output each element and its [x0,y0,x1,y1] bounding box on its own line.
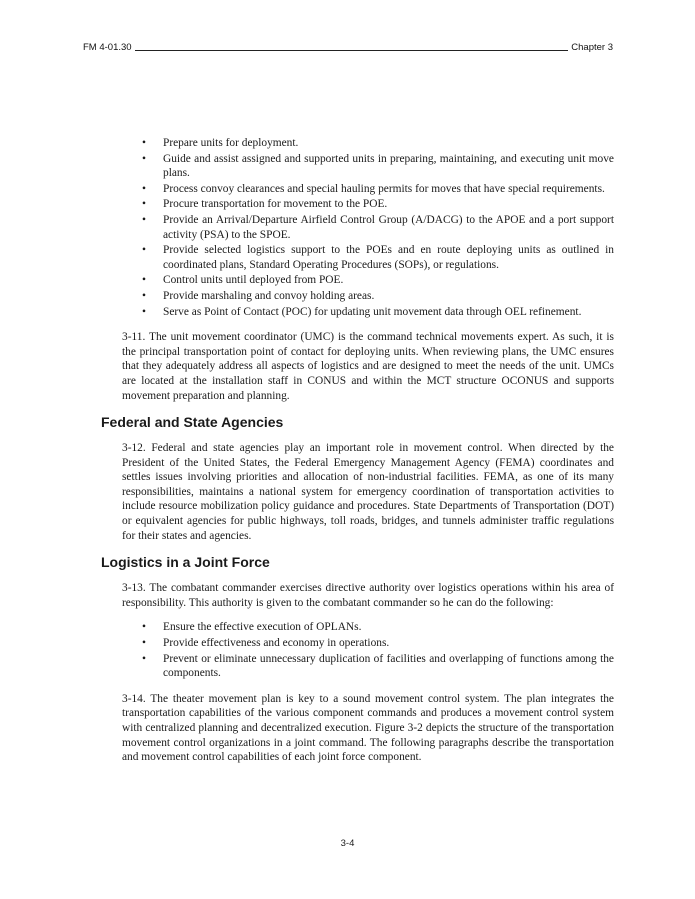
list-item-text: Provide marshaling and convoy holding areas. [163,289,375,302]
list-item-text: Procure transportation for movement to the POE. [163,198,388,211]
bullet-icon: • [142,652,146,665]
umc-duties-list [122,136,614,319]
list-item [122,652,614,681]
bullet-icon: • [142,152,146,165]
bullet-icon: • [142,244,146,257]
list-item [122,182,614,197]
bullet-icon: • [142,274,146,287]
chapter-label: Chapter 3 [571,42,613,53]
paragraph-3-11: 3-11. The unit movement coordinator (UMC) is the command technical movements expert. As such, it is the principal transportation point of contact for deploying units. When reviewing plans, the UMC ensures that they adequately address all aspects of logistics and are designed to meet the needs of the unit. UMCs are located at the installation staff in CONUS and within the MCT structure OCONUS and supports movement preparation and planning. [122,331,614,402]
header-rule [135,50,569,51]
list-item-text: Prepare units for deployment. [163,137,299,149]
list-item [122,213,614,242]
bullet-icon: • [142,198,146,211]
list-item-text: Serve as Point of Contact (POC) for updating unit movement data through OEL refinement. [163,305,582,318]
combatant-commander-goals-list [122,620,614,680]
bullet-icon: • [142,621,146,634]
page-body [101,136,614,765]
bullet-icon: • [142,289,146,302]
section-heading-logistics-joint-force: Logistics in a Joint Force [101,554,270,571]
list-item-text: Provide effectiveness and economy in operations. [163,637,390,650]
list-item [122,305,614,320]
list-item-text: Provide selected logistics support to the POEs and en route deploying units as outlined in coordinated plans, Standard Operating Procedures (SOPs), or regulations. [163,244,614,271]
paragraph-3-14: 3-14. The theater movement plan is key to a sound movement control system. The plan integrates the transportation capabilities of the various component commands and produces a movement control system with centralized planning and decentralized execution. Figure 3-2 depicts the structure of the transportation movement control organizations in a joint command. The following paragraphs describe the transportation and movement control capabilities of each joint force component. [122,692,614,764]
paragraph-3-12: 3-12. Federal and state agencies play an important role in movement control. When directed by the President of the United States, the Federal Emergency Management Agency (FEMA) coordinates and settles issues involving priorities and allocation of non-industrial facilities. FEMA, as one of its many responsibilities, maintains a national system for emergency coordination of transportation activities to include resource mobilization policy guidance and procedures. State Departments of Transportation (DOT) or equivalent agencies for public highways, toll roads, bridges, and tunnels administer traffic regulations for their states and agencies. [122,442,614,542]
bullet-icon: • [142,637,146,650]
manual-number: FM 4-01.30 [83,42,132,53]
list-item [122,152,614,181]
section-heading-federal-state-agencies: Federal and State Agencies [101,414,284,431]
bullet-icon: • [142,305,146,318]
list-item [122,243,614,272]
list-item [122,136,614,151]
bullet-icon: • [142,137,146,149]
paragraph-3-13: 3-13. The combatant commander exercises directive authority over logistics operations within his area of responsibility. This authority is given to the combatant commander so he can do the following: [122,582,614,609]
page-number: 3-4 [340,838,355,849]
bullet-icon: • [142,213,146,226]
list-item-text: Prevent or eliminate unnecessary duplication of facilities and overlapping of functions among the components. [163,652,614,680]
list-item-text: Process convoy clearances and special hauling permits for moves that have special requirements. [163,182,605,195]
list-item-text: Control units until deployed from POE. [163,274,344,287]
list-item [122,636,614,651]
list-item-text: Guide and assist assigned and supported units in preparing, maintaining, and executing unit move plans. [163,152,614,180]
list-item [122,197,614,212]
list-item [122,289,614,304]
bullet-icon: • [142,182,146,195]
running-header [83,39,613,53]
list-item [122,273,614,288]
list-item [122,620,614,635]
list-item-text: Provide an Arrival/Departure Airfield Control Group (A/DACG) to the APOE and a port support activity (PSA) to the SPOE. [163,213,614,241]
list-item-text: Ensure the effective execution of OPLANs. [163,621,362,634]
